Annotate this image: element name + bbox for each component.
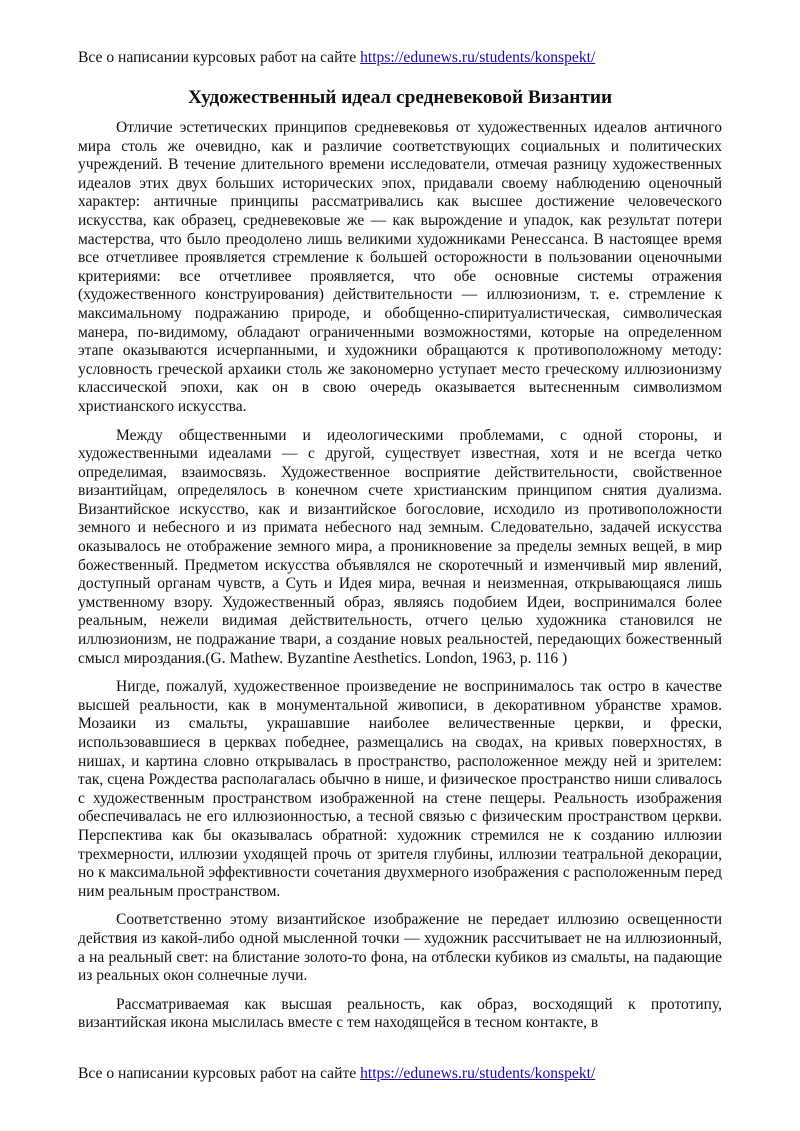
paragraph-1: Отличие эстетических принципов средневековья от художественных идеалов античного мира столь же очевидно, как и различие соответствующих социальных и политических учреждений. В течение длительного времени исследователи, отмечая разницу художественных идеалов этих двух больших исторических эпох, придавали своему наблюдению оценочный характер: античные принципы рассматривались как высшее достижение человеческого искусства, как образец, средневековые же — как вырождение и упадок, как результат потери мастерства, что было преодолено лишь великими художниками Ренессанса. В настоящее время все отчетливее проявляется стремление к большей осторожности в пользовании оценочными критериями: все отчетливее проявляется, что обе основные системы отражения (художественного конструирования) действительности — иллюзионизм, т. е. стремление к максимальному подражанию природе, и обобщенно-спиритуалистическая, символическая манера, по-видимому, обладают ограниченными возможностями, которые на определенном этапе оказываются исчерпанными, и художники обращаются к противоположному методу: условность греческой архаики столь же закономерно уступает место греческому иллюзионизму классической эпохи, как он в свою очередь оказывается вытесненным символизмом христианского искусства.: [78, 119, 722, 415]
header-link[interactable]: https://edunews.ru/students/konspekt/: [360, 49, 596, 66]
document-title: Художественный идеал средневековой Византии: [187, 87, 613, 108]
page-header: [78, 48, 595, 68]
paragraph-4: Соответственно этому византийское изображение не передает иллюзию освещенности действия из какой-либо одной мысленной точки — художник рассчитывает не на иллюзионный, а на реальный свет: на блистание золото-то фона, на отблески кубиков из смальты, на падающие из реальных окон солнечные лучи.: [78, 911, 722, 985]
paragraph-2: Между общественными и идеологическими проблемами, с одной стороны, и художественными идеалами — с другой, существует известная, хотя и не всегда четко определимая, взаимосвязь. Художественное восприятие действительности, свойственное византийцам, определялось в конечном счете христианским принципом снятия дуализма. Византийское искусство, как и византийское богословие, исходило из противоположности земного и небесного и из примата небесного над земным. Следовательно, задачей искусства оказывалось не отображение земного мира, а проникновение за пределы земных вещей, в мир божественный. Предметом искусства объявлялся не скоротечный и изменчивый мир явлений, доступный органам чувств, а Суть и Идея мира, вечная и неизменная, открывающаяся лишь умственному взору. Художественный образ, являясь подобием Идеи, воспринимался более реальным, нежели видимая действительность, отчего целью художника становился не иллюзионизм, не подражание твари, а создание новых реальностей, передающих божественный смысл мироздания.(G. Mathew. Byzantine Aesthetics. London, 1963, p. 116 ): [78, 426, 722, 667]
paragraph-3: Нигде, пожалуй, художественное произведение не воспринималось так остро в качестве высшей реальности, как в монументальной живописи, в декоративном убранстве храмов. Мозаики из смальты, украшавшие наиболее величественные церкви, и фрески, использовавшиеся в церквах победнее, размещались на сводах, на кривых поверхностях, в нишах, и картина словно открывалась в пространство, расположенное между ней и зрителем: так, сцена Рождества располагалась обычно в нише, и физическое пространство ниши сливалось с художественным пространством изображенной на стене пещеры. Реальность изображения обеспечивалась не его иллюзионностью, а тесной связью с физическим пространством церкви. Перспектива как бы оказывалась обратной: художник стремился не к созданию иллюзии трехмерности, иллюзии уходящей прочь от зрителя глубины, иллюзии театральной декорации, но к максимальной эффективности сочетания двухмерного изображения с расположенным перед ним реальным пространством.: [78, 678, 722, 900]
footer-link[interactable]: https://edunews.ru/students/konspekt/: [360, 1065, 596, 1082]
document-body: [78, 119, 722, 1033]
paragraph-5: Рассматриваемая как высшая реальность, как образ, восходящий к прототипу, византийская икона мыслилась вместе с тем находящейся в тесном контакте, в: [78, 995, 722, 1032]
header-text: Все о написании курсовых работ на сайте: [78, 49, 361, 66]
footer-text: Все о написании курсовых работ на сайте: [78, 1065, 361, 1082]
page-footer: [78, 1064, 595, 1084]
